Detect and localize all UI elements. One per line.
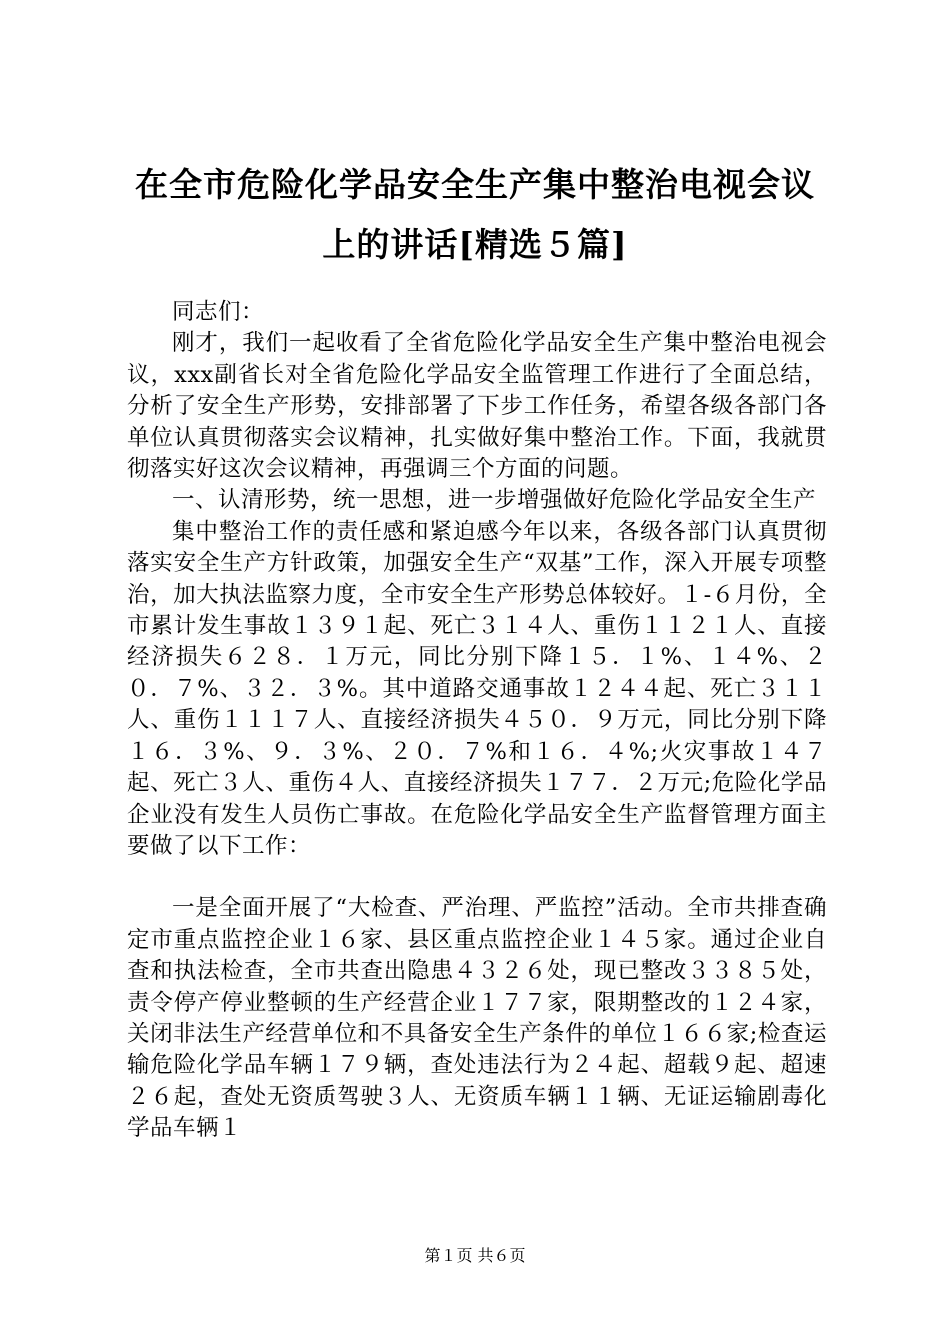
title-line-1: 在全市危险化学品安全生产集中整治电视会议 [135,165,815,204]
page-footer: 第１页 共６页 [424,1246,526,1265]
title-line-2: 上的讲话[精选５篇] [322,225,628,264]
paragraph: 集中整治工作的责任感和紧迫感今年以来，各级各部门认真贯彻落实安全生产方针政策，加强安全生产“双基”工作，深入开展专项整治，加大执法监察力度，全市安全生产形势总体较好。１-６月份，全市累计发生事故１３９１起、死亡３１４人、重伤１１２１人、直接经济损失６２８．１万元，同比分别下降１５．１%、１４%、２０．７%、３２．３%。其中道路交通事故１２４４起、死亡３１１人、重伤１１１７人、直接经济损失４５０．９万元，同比分别下降１６．３%、９．３%、２０．７%和１６．４%;火灾事故１４７起、死亡３人、重伤４人、直接经济损失１７７．２万元;危险化学品企业没有发生人员伤亡事故。在危险化学品安全生产监督管理方面主要做了以下工作： [127,518,827,859]
paragraph: 一是全面开展了“大检查、严治理、严监控”活动。全市共排查确定市重点监控企业１６家、县区重点监控企业１４５家。通过企业自查和执法检查，全市共查出隐患４３２６处，现已整改３３８５处，责令停产停业整顿的生产经营企业１７７家，限期整改的１２４家，关闭非法生产经营单位和不具备安全生产条件的单位１６６家;检查运输危险化学品车辆１７９辆，查处违法行为２４起、超载９起、超速２６起，查处无资质驾驶３人、无资质车辆１１辆、无证运输剧毒化学品车辆１ [127,895,827,1142]
section-heading: 一、认清形势，统一思想，进一步增强做好危险化学品安全生产 [172,487,817,514]
document-body [127,297,827,1145]
paragraph: 刚才，我们一起收看了全省危险化学品安全生产集中整治电视会议，xxx副省长对全省危险化学品安全监管理工作进行了全面总结，分析了安全生产形势，安排部署了下步工作任务，希望各级各部门各单位认真贯彻落实会议精神，扎实做好集中整治工作。下面，我就贯彻落实好这次会议精神，再强调三个方面的问题。 [127,330,827,483]
salutation: 同志们： [172,299,265,325]
document-title [110,155,840,275]
